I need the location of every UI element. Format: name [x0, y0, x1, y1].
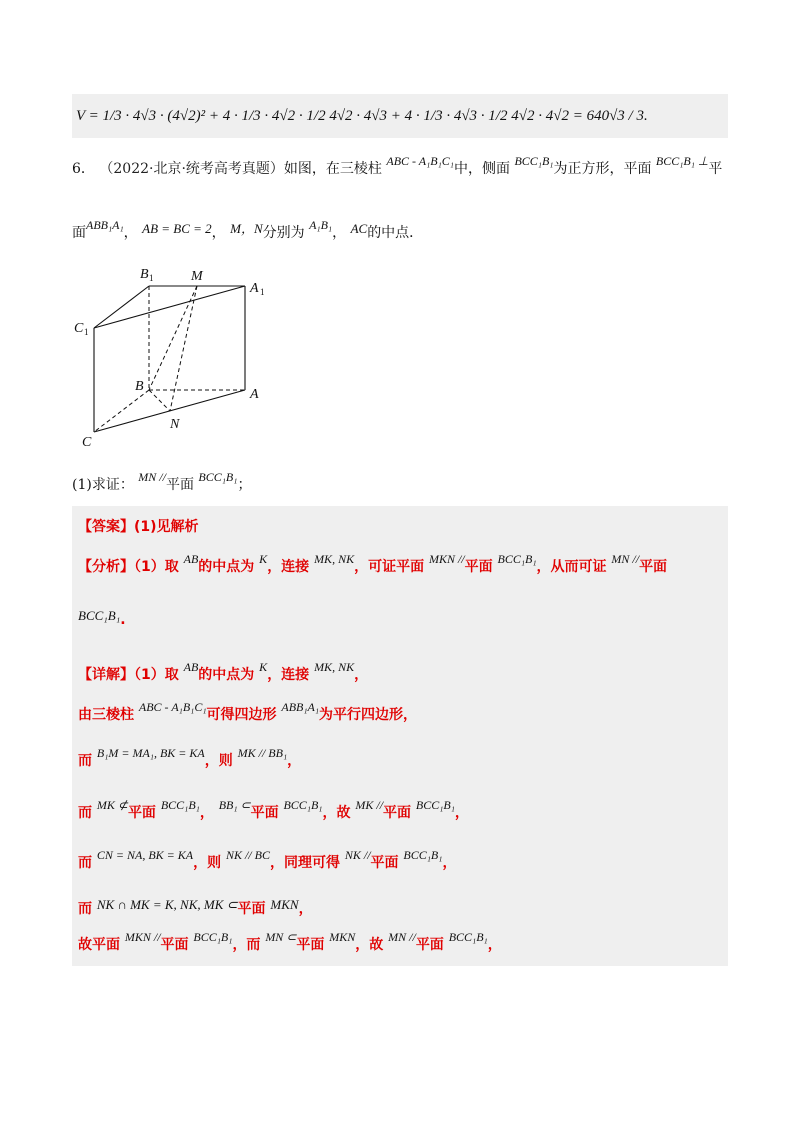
question-text: ，	[211, 225, 226, 241]
math-expr: MK ⊄	[96, 798, 128, 812]
answer-text: 可得四边形	[206, 707, 277, 723]
detail-line-2	[78, 700, 418, 724]
answer-text: ，	[442, 855, 457, 871]
question-text: 分别为	[262, 225, 305, 241]
edge-b-c	[94, 390, 149, 432]
answer-text: ，故	[355, 937, 384, 953]
answer-text: ，故	[322, 805, 351, 821]
math-expr: BCC₁B₁ ⊥	[655, 154, 709, 168]
answer-text: .	[120, 612, 126, 628]
math-expr: BCC₁B₁	[497, 552, 537, 566]
answer-tag: 【答案】	[78, 519, 134, 535]
question-text: 为正方形，平面	[553, 161, 652, 177]
math-expr: MK, NK	[314, 660, 355, 674]
answer-text: ，连接	[267, 667, 310, 683]
answer-text: 平面	[296, 937, 325, 953]
question-number: 6．	[72, 161, 95, 177]
question-source: （2022·北京·统考高考真题）	[99, 161, 284, 177]
answer-text: 平面	[250, 805, 279, 821]
answer-text: 而	[78, 855, 92, 871]
answer-text: ，	[199, 805, 214, 821]
math-expr: MK, NK	[314, 552, 355, 566]
math-expr: MKN	[329, 930, 356, 944]
label-a: A	[250, 387, 259, 402]
math-expr: BCC₁B₁	[514, 154, 554, 168]
answer-text: 平面	[160, 937, 189, 953]
math-expr: BCC₁B₁	[403, 848, 443, 862]
question-text: ，	[332, 225, 347, 241]
answer-text: ，从而可证	[536, 559, 607, 575]
analysis-line-2	[78, 608, 126, 628]
answer-text: 故平面	[78, 937, 120, 953]
answer-text: 为平行四边形，	[319, 707, 418, 723]
math-expr: B₁M = MA₁, BK = KA	[96, 746, 205, 760]
math-expr: BB₁ ⊂	[218, 798, 251, 812]
math-expr: BCC₁B₁	[283, 798, 323, 812]
segment-b-n	[149, 390, 170, 411]
answer-text: （1）取	[134, 667, 179, 683]
math-expr: AB	[183, 552, 199, 566]
math-expr: MKN //	[428, 552, 465, 566]
answer-text: 平面	[237, 901, 266, 917]
math-expr: MN //	[138, 470, 166, 484]
answer-text: ，可证平面	[354, 559, 425, 575]
answer-text: ，则	[204, 753, 233, 769]
answer-text: 由三棱柱	[78, 707, 134, 723]
label-b1: B	[140, 267, 149, 282]
question-text: 如图，在三棱柱	[283, 161, 382, 177]
answer-text: (1)见解析	[134, 519, 199, 535]
detail-line-3	[78, 746, 302, 770]
edge-c1-b1	[94, 286, 149, 328]
question-text: 平	[708, 161, 723, 177]
answer-text: ，	[287, 753, 302, 769]
answer-block	[72, 506, 728, 966]
question-text: 面	[72, 225, 86, 241]
math-expr: MK //	[355, 798, 384, 812]
answer-text: 的中点为	[198, 667, 255, 683]
answer-text: 而	[78, 901, 92, 917]
answer-text: ，	[298, 901, 313, 917]
question-line-1	[72, 154, 723, 178]
question-text: 的中点．	[367, 225, 424, 241]
math-expr: MN //	[388, 930, 416, 944]
answer-text: ，而	[232, 937, 261, 953]
answer-text: ，	[354, 667, 369, 683]
answer-text: 的中点为	[198, 559, 255, 575]
answer-text: 平面	[639, 559, 668, 575]
label-m: M	[191, 269, 203, 284]
answer-text: 平面	[415, 937, 444, 953]
math-expr: MN //	[611, 552, 640, 566]
math-expr: AB = BC = 2	[142, 221, 212, 236]
math-expr: ABC - A₁B₁C₁	[386, 154, 454, 168]
question-text: 中，侧面	[453, 161, 510, 177]
math-expr: ABC - A₁B₁C₁	[138, 700, 207, 714]
analysis-tag: 【分析】	[78, 559, 134, 575]
answer-text: 而	[78, 753, 92, 769]
detail-line-7	[78, 930, 502, 954]
label-a1-sub: 1	[260, 287, 265, 297]
math-expr: K	[259, 552, 268, 566]
math-expr: AC	[350, 221, 368, 236]
detail-line-5	[78, 848, 457, 872]
answer-text: 平面	[370, 855, 399, 871]
math-expr: BCC₁B₁	[160, 798, 200, 812]
label-b: B	[135, 379, 144, 394]
question-text: 平面	[165, 477, 194, 493]
answer-text: ，	[454, 805, 469, 821]
detail-tag: 【详解】	[78, 667, 134, 683]
math-expr: BCC₁B₁	[193, 930, 233, 944]
detail-line-4	[78, 798, 469, 822]
question-part-1	[72, 470, 252, 494]
label-n: N	[170, 417, 180, 432]
math-expr: NK // BC	[225, 848, 270, 862]
segment-m-n	[170, 286, 197, 411]
segment-m-b	[149, 286, 197, 390]
question-text: (1)求证：	[72, 477, 134, 493]
math-expr: ABB₁A₁	[281, 700, 320, 714]
math-expr: BCC₁B₁	[415, 798, 455, 812]
math-expr: NK //	[344, 848, 371, 862]
math-expr: MN ⊂	[265, 930, 297, 944]
math-expr: BCC₁B₁	[448, 930, 488, 944]
answer-text: （1）取	[134, 559, 179, 575]
answer-text: ，连接	[267, 559, 310, 575]
label-a1: A	[250, 281, 259, 296]
label-b1-sub: 1	[149, 273, 154, 283]
math-expr: ABB₁A₁	[86, 218, 124, 232]
math-expr: NK ∩ MK = K, NK, MK ⊂	[96, 897, 238, 912]
math-expr: K	[259, 660, 268, 674]
question-text: ，	[123, 225, 138, 241]
math-expr: M，N	[230, 221, 263, 236]
label-c1: C	[74, 321, 84, 336]
math-expr: MKN	[270, 897, 299, 912]
label-c1-sub: 1	[84, 327, 89, 337]
question-line-2	[72, 218, 424, 242]
label-c: C	[82, 435, 92, 450]
answer-text: ，则	[193, 855, 222, 871]
answer-line	[78, 516, 199, 536]
detail-line-1	[78, 660, 369, 684]
math-expr: BCC₁B₁	[198, 470, 238, 484]
answer-text: ，同理可得	[269, 855, 340, 871]
answer-text: 而	[78, 805, 92, 821]
triangular-prism-figure	[72, 262, 272, 462]
edge-c1-a1	[94, 286, 245, 328]
math-expr: MK // BB₁	[237, 746, 288, 760]
analysis-line-1	[78, 552, 668, 576]
volume-formula: V = 1/3 · 4√3 · (4√2)² + 4 · 1/3 · 4√2 · 1/2 4√2 · 4√3 + 4 · 1/3 · 4√3 · 1/2 4√2 · 4√2 = 640√3 / 3.	[76, 107, 648, 124]
math-expr: AB	[183, 660, 199, 674]
math-expr: BCC₁B₁	[78, 608, 121, 623]
answer-text: 平面	[127, 805, 156, 821]
question-text: ；	[237, 477, 252, 493]
answer-text: 平面	[464, 559, 493, 575]
detail-line-6	[78, 898, 313, 918]
math-expr: A₁B₁	[309, 218, 333, 232]
volume-formula-block	[72, 94, 728, 138]
answer-text: 平面	[383, 805, 412, 821]
math-expr: MKN //	[124, 930, 161, 944]
math-expr: CN = NA, BK = KA	[96, 848, 194, 862]
answer-text: ，	[487, 937, 502, 953]
